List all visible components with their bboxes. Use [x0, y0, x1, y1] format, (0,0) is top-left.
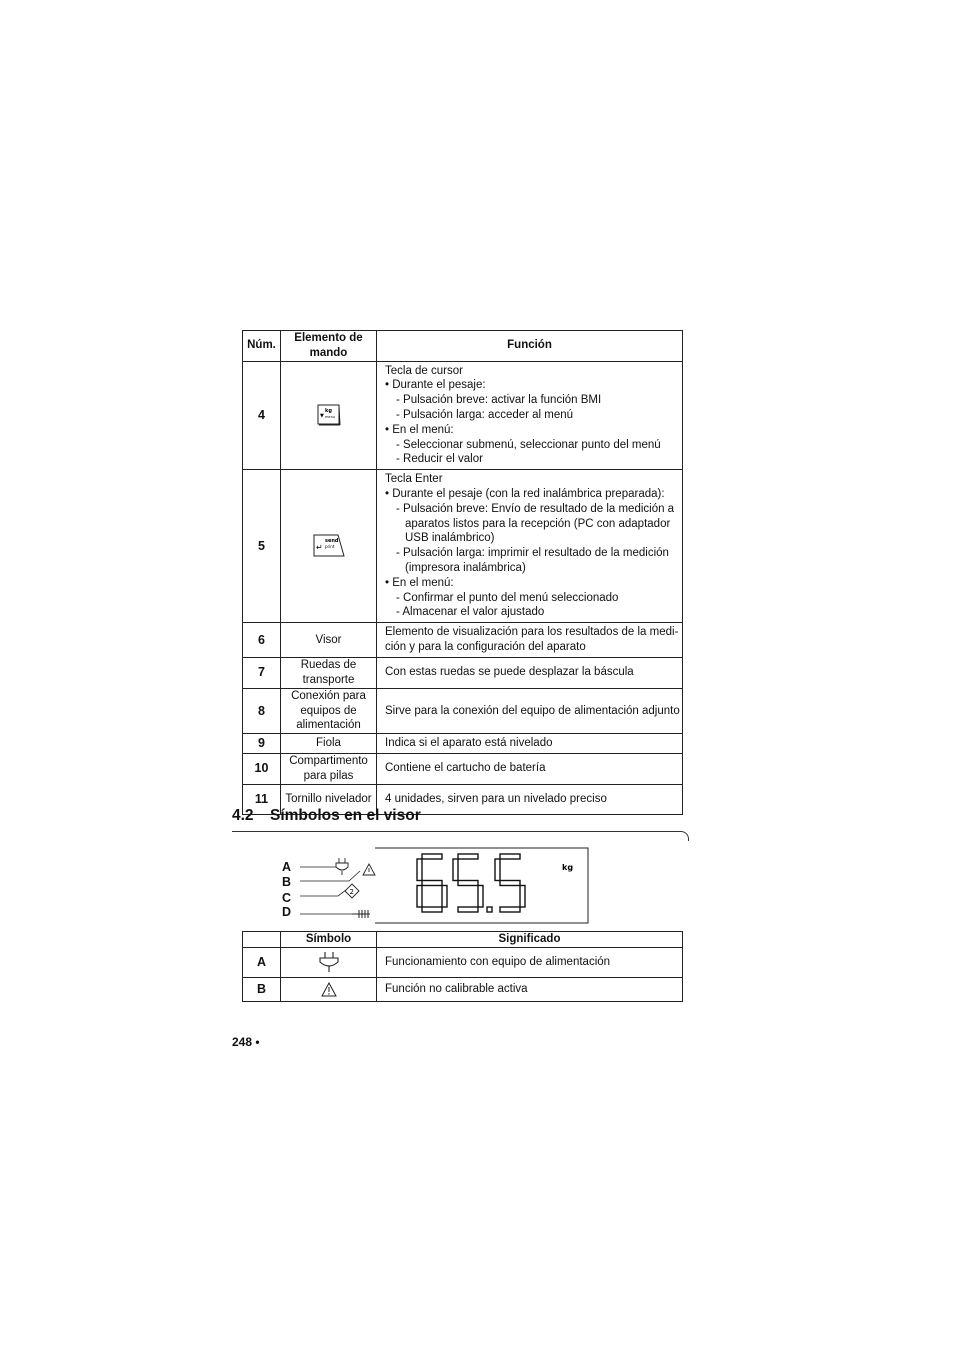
table-row — [243, 361, 683, 470]
row-function — [377, 361, 683, 470]
key-arrow: ↵ — [315, 543, 323, 553]
row-function: Contiene el cartucho de batería — [377, 753, 683, 784]
page-number: 248 • — [232, 1035, 260, 1049]
row-letter: A — [243, 947, 281, 977]
leader-line-c — [300, 890, 346, 896]
row-num: 8 — [243, 688, 281, 733]
lcd-digit — [417, 854, 447, 912]
lcd-segment — [422, 854, 442, 859]
function-line: - Pulsación breve: Envío de resultado de la medición a aparatos listos para la recepción (PC con adaptador USB inalámbrico) — [396, 502, 675, 545]
lcd-segment — [422, 907, 442, 912]
header-letter — [243, 932, 281, 948]
key-arrow: ▼ — [319, 413, 324, 420]
row-meaning: Funcionamiento con equipo de alimentación — [377, 947, 683, 977]
function-line: • Durante el pesaje: — [385, 379, 486, 392]
row-num: 9 — [243, 734, 281, 754]
row-function: 4 unidades, sirven para un nivelado preciso — [377, 784, 683, 814]
lcd-segment — [478, 886, 483, 908]
lcd-segment — [458, 881, 478, 886]
display-diagram — [300, 846, 589, 924]
lcd-segment — [500, 881, 520, 886]
key-top-label: send — [324, 538, 339, 545]
section-heading — [232, 807, 421, 825]
key-bottom-label: menu — [324, 415, 335, 420]
row-num: 4 — [243, 361, 281, 470]
function-line: - Pulsación larga: acceder al menú — [396, 408, 574, 421]
row-function: Con estas ruedas se puede desplazar la báscula — [377, 657, 683, 688]
weight-reading — [417, 854, 525, 912]
function-line: Tecla de cursor — [385, 364, 463, 377]
header-element: Elemento de mando — [281, 331, 377, 362]
row-element — [281, 361, 377, 470]
display-label-a: A — [282, 860, 292, 874]
row-function — [377, 470, 683, 623]
table-row — [243, 623, 683, 658]
table-row — [243, 753, 683, 784]
header-function: Función — [377, 331, 683, 362]
row-function: Sirve para la conexión del equipo de alimentación adjunto — [377, 688, 683, 733]
key-bottom-label: print — [324, 544, 334, 550]
table-row — [243, 688, 683, 733]
lcd-decimal-point — [487, 907, 492, 912]
row-num: 5 — [243, 470, 281, 623]
section-rule-corner — [680, 831, 689, 841]
lcd-segment — [458, 907, 478, 912]
unit-label: kg — [562, 863, 574, 872]
lcd-digit — [453, 854, 483, 912]
symbols-table — [242, 931, 683, 1002]
row-meaning: Función no calibrable activa — [377, 977, 683, 1001]
section-title: Símbolos en el visor — [270, 807, 421, 824]
row-num: 7 — [243, 657, 281, 688]
display-label-c: C — [282, 891, 292, 905]
leader-line-b — [300, 871, 360, 881]
lcd-segment — [500, 907, 520, 912]
lcd-segment — [442, 886, 447, 908]
row-symbol — [281, 977, 377, 1001]
table-row — [243, 657, 683, 688]
lcd-segment — [417, 859, 422, 881]
table-row — [243, 470, 683, 623]
function-line: - Confirmar el punto del menú seleccionado — [396, 591, 619, 604]
function-line: - Pulsación larga: imprimir el resultado de la medición (impresora inalámbrica) — [396, 547, 669, 574]
function-line: • En el menú: — [385, 576, 454, 589]
cursor-key-icon — [317, 404, 341, 426]
row-function: Elemento de visualización para los resultados de la medi-ción y para la configuración del aparato — [377, 623, 683, 658]
lcd-segment — [520, 886, 525, 908]
row-element: Conexión para equipos de alimentación — [281, 688, 377, 733]
row-element: Ruedas de transporte — [281, 657, 377, 688]
lcd-segment — [458, 854, 478, 859]
lcd-segment — [453, 859, 458, 881]
row-element: Tornillo nivelador — [281, 784, 377, 814]
function-line: • Durante el pesaje (con la red inalámbrica preparada): — [385, 487, 665, 500]
row-num: 10 — [243, 753, 281, 784]
row-element — [281, 470, 377, 623]
function-line: - Almacenar el valor ajustado — [396, 606, 545, 619]
row-symbol — [281, 947, 377, 977]
power-plug-icon — [318, 950, 340, 974]
section-number: 4.2 — [232, 807, 254, 824]
warning-triangle-icon — [363, 864, 375, 875]
row-element: Visor — [281, 623, 377, 658]
power-plug-icon — [336, 858, 348, 875]
row-function: Indica si el aparato está nivelado — [377, 734, 683, 754]
lcd-digit — [495, 854, 525, 912]
key-top-label: kg — [324, 408, 332, 415]
row-num: 6 — [243, 623, 281, 658]
lcd-segment — [495, 859, 500, 881]
row-element: Compartimento para pilas — [281, 753, 377, 784]
diamond-2-icon — [345, 884, 359, 898]
display-label-b: B — [282, 875, 292, 889]
lcd-segment — [500, 854, 520, 859]
battery-icon — [352, 910, 370, 918]
diamond-number: 2 — [349, 888, 354, 896]
display-label-d: D — [282, 905, 292, 919]
table-row — [243, 734, 683, 754]
function-line: - Reducir el valor — [396, 453, 483, 466]
header-symbol: Símbolo — [281, 932, 377, 948]
function-line: Tecla Enter — [385, 473, 443, 486]
table-row — [243, 977, 683, 1001]
controls-table — [242, 330, 683, 815]
row-element: Fiola — [281, 734, 377, 754]
table-row — [243, 947, 683, 977]
row-letter: B — [243, 977, 281, 1001]
header-meaning: Significado — [377, 932, 683, 948]
enter-key-icon — [313, 534, 345, 558]
section-rule — [232, 831, 682, 832]
lcd-segment — [417, 886, 422, 908]
row-num: 11 — [243, 784, 281, 814]
warning-triangle-icon — [321, 982, 337, 997]
function-line: - Pulsación breve: activar la función BMI — [396, 394, 602, 407]
function-line: • En el menú: — [385, 423, 454, 436]
lcd-segment — [422, 881, 442, 886]
header-num: Núm. — [243, 331, 281, 362]
function-line: - Seleccionar submenú, seleccionar punto del menú — [396, 438, 661, 451]
